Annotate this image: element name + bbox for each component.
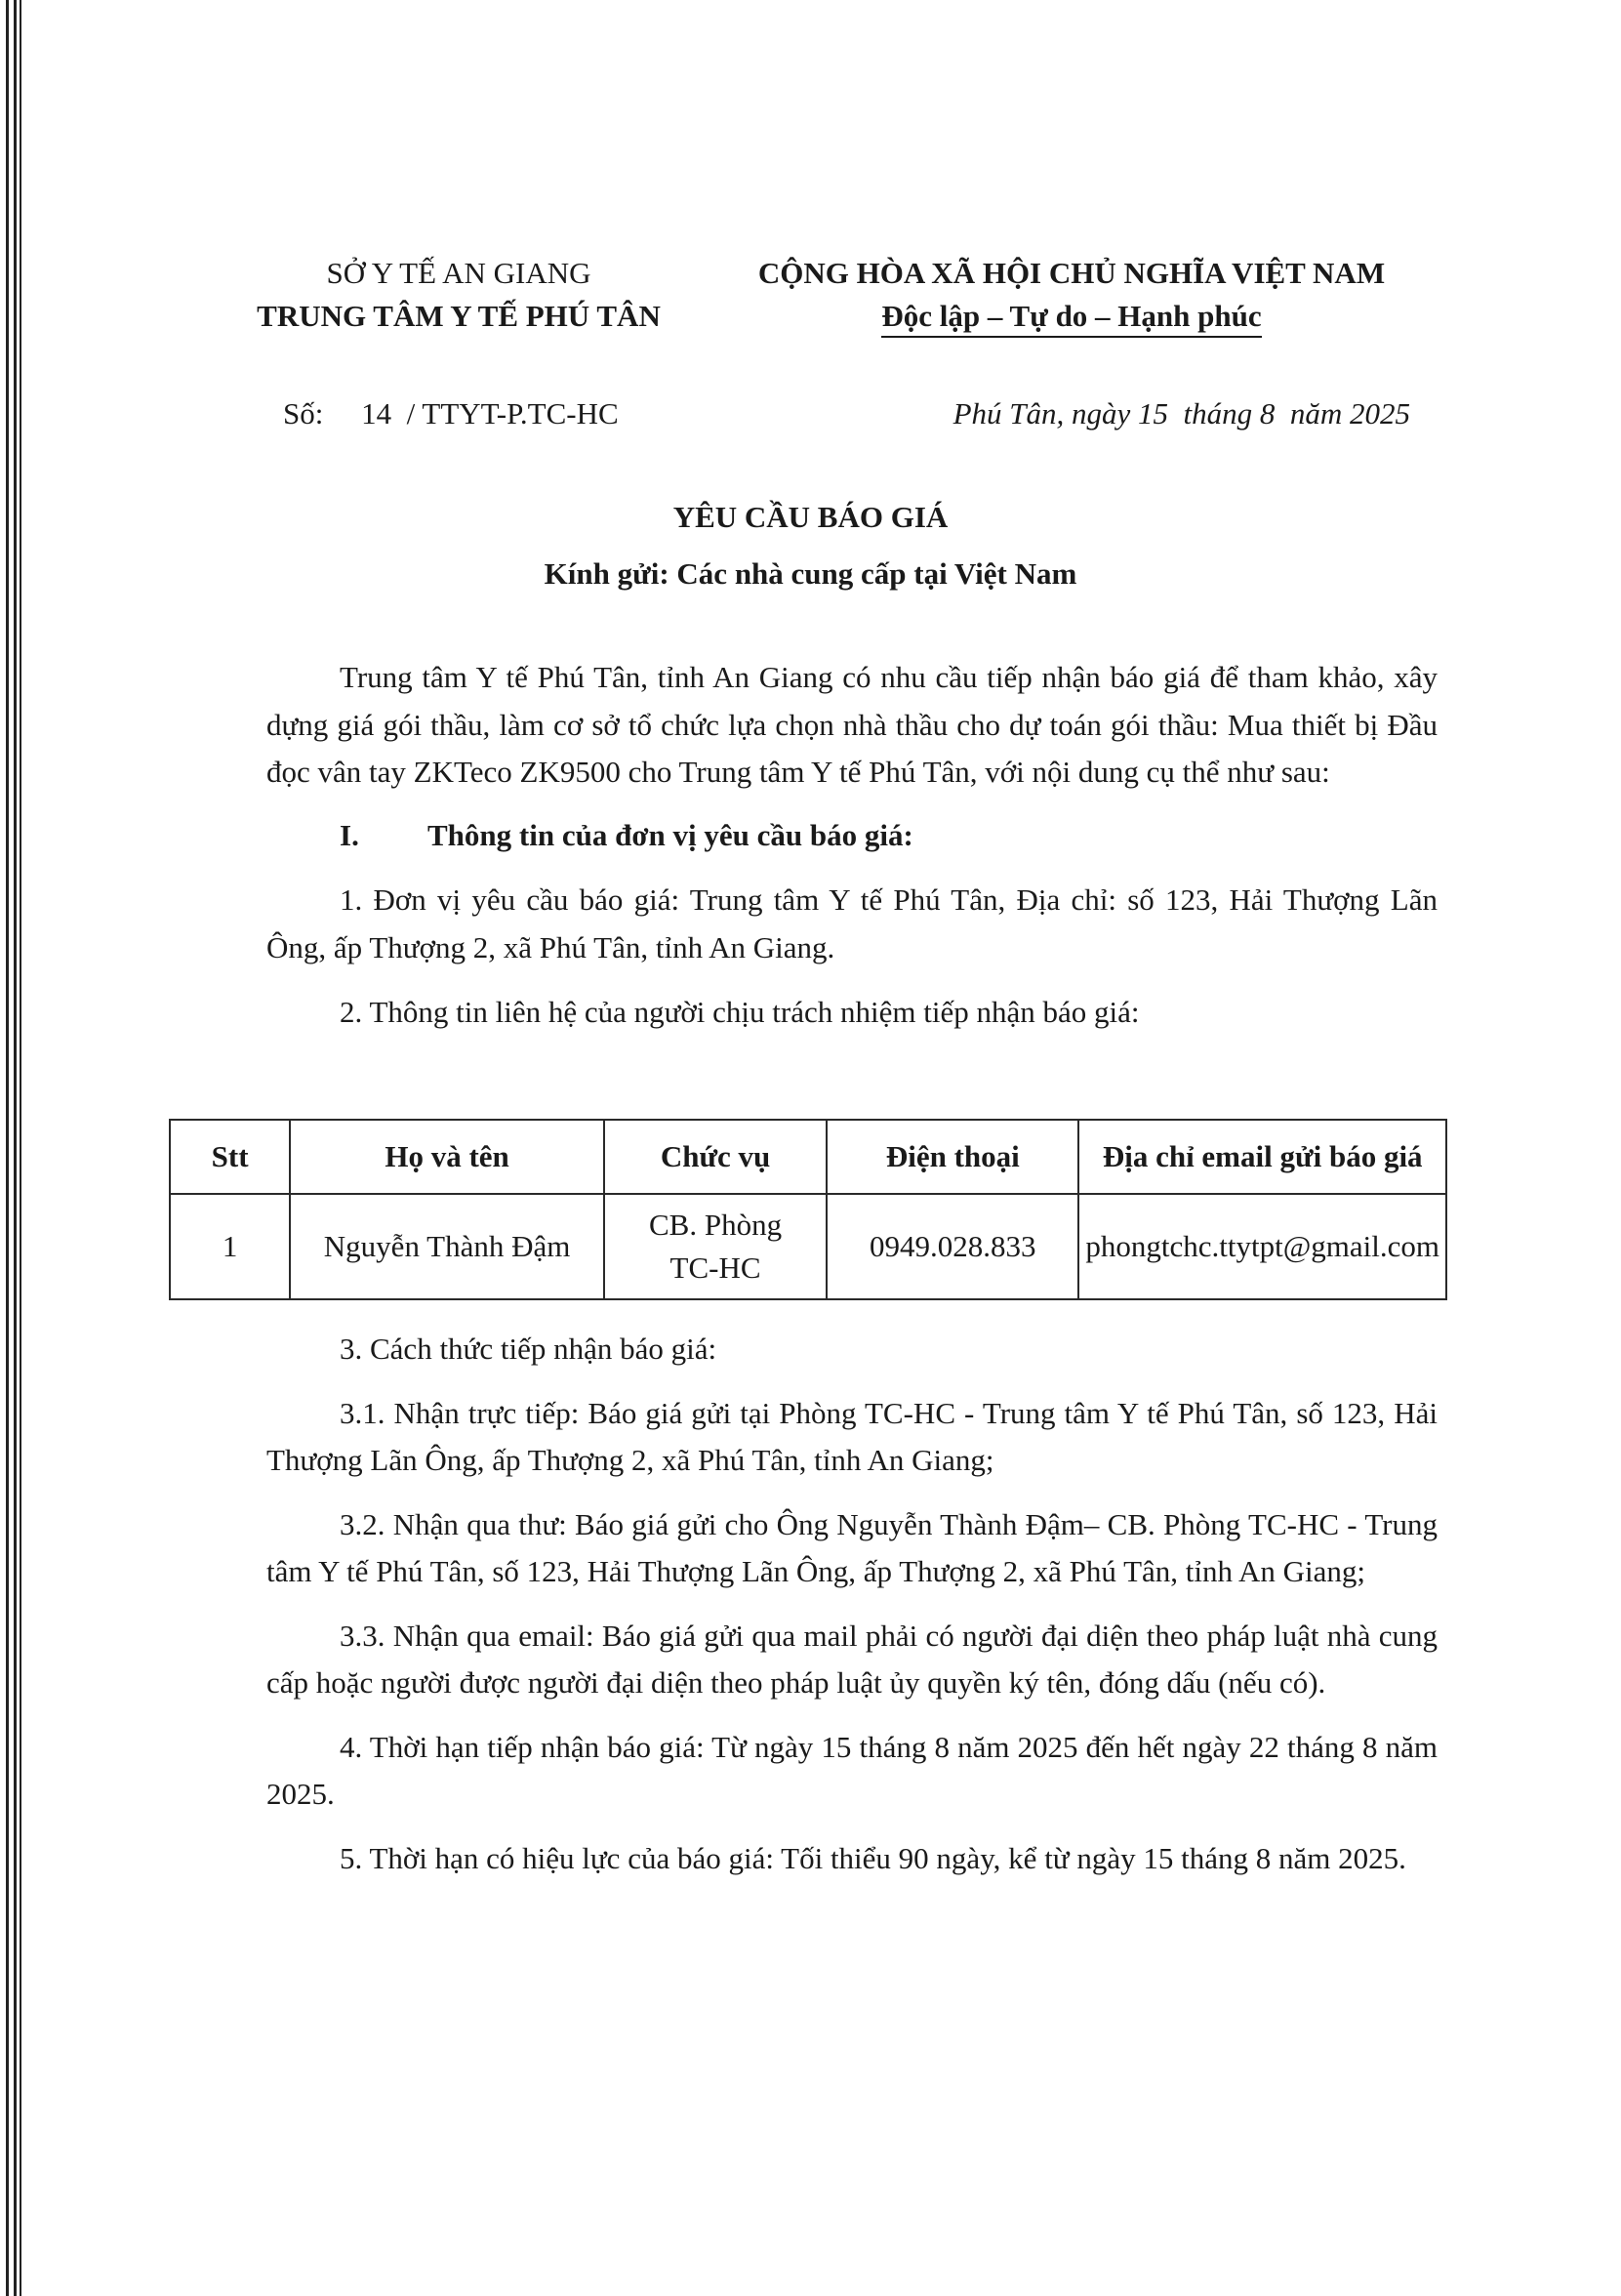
column-header: Chức vụ [604,1120,827,1194]
item-3-paragraph: 3. Cách thức tiếp nhận báo giá: [340,1332,717,1366]
column-header: Điện thoại [827,1120,1078,1194]
section-heading [266,812,1438,860]
item-2-paragraph: 2. Thông tin liên hệ của người chịu trách nhiệm tiếp nhận báo giá: [340,995,1140,1029]
nation-name: CỘNG HÒA XÃ HỘI CHỦ NGHĨA VIỆT NAM [757,256,1386,290]
body-section-1 [266,654,1438,1037]
document-date: Phú Tân, ngày 15 tháng 8 năm 2025 [952,396,1410,430]
center-name: TRUNG TÂM Y TẾ PHÚ TÂN [257,299,661,333]
department-name: SỞ Y TẾ AN GIANG [326,256,591,290]
item-4-paragraph: 4. Thời hạn tiếp nhận báo giá: Từ ngày 15 tháng 8 năm 2025 đến hết ngày 22 tháng 8 năm 2025. [266,1729,1438,1811]
national-motto: Độc lập – Tự do – Hạnh phúc [881,297,1261,338]
table-cell-email: phongtchc.ttytpt@gmail.com [1078,1194,1446,1299]
item-1-paragraph: 1. Đơn vị yêu cầu báo giá: Trung tâm Y tế Phú Tân, Địa chỉ: số 123, Hải Thượng Lãn Ông, ấp Thượng 2, xã Phú Tân, tỉnh An Giang. [266,882,1438,964]
table-row [170,1194,1446,1299]
recipient-line: Kính gửi: Các nhà cung cấp tại Việt Nam [544,556,1077,591]
table-cell-stt: 1 [170,1194,290,1299]
table-cell-name: Nguyễn Thành Đậm [290,1194,604,1299]
column-header: Họ và tên [290,1120,604,1194]
contact-table [169,1119,1447,1300]
national-heading-block [710,252,1433,338]
column-header: Địa chỉ email gửi báo giá [1078,1120,1446,1194]
item-3-3-paragraph: 3.3. Nhận qua email: Báo giá gửi qua mail phải có người đại diện theo pháp luật nhà cung cấp hoặc người được người đại diện theo pháp luật ủy quyền ký tên, đóng dấu (nếu có). [266,1618,1438,1700]
section-number: I. [340,817,359,852]
item-3-2-paragraph: 3.2. Nhận qua thư: Báo giá gửi cho Ông Nguyễn Thành Đậm– CB. Phòng TC-HC - Trung tâm Y tế Phú Tân, số 123, Hải Thượng Lãn Ông, ấp Thượng 2, xã Phú Tân, tỉnh An Giang; [266,1506,1438,1588]
table-header-row [170,1120,1446,1194]
document-title: YÊU CẦU BÁO GIÁ [672,500,949,534]
intro-paragraph: Trung tâm Y tế Phú Tân, tỉnh An Giang có nhu cầu tiếp nhận báo giá để tham khảo, xây dựng giá gói thầu, làm cơ sở tổ chức lựa chọn nhà thầu cho dự toán gói thầu: Mua thiết bị Đầu đọc vân tay ZKTeco ZK9500 cho Trung tâm Y tế Phú Tân, với nội dung cụ thể như sau: [266,660,1438,789]
item-5-paragraph: 5. Thời hạn có hiệu lực của báo giá: Tối thiểu 90 ngày, kể từ ngày 15 tháng 8 năm 2025. [340,1840,1406,1875]
section-title: Thông tin của đơn vị yêu cầu báo giá: [427,817,913,852]
issuing-agency-block [224,252,693,338]
body-section-2 [266,1326,1438,1882]
column-header: Stt [170,1120,290,1194]
table-cell-phone: 0949.028.833 [827,1194,1078,1299]
item-3-1-paragraph: 3.1. Nhận trực tiếp: Báo giá gửi tại Phòng TC-HC - Trung tâm Y tế Phú Tân, số 123, Hải Thượng Lãn Ông, ấp Thượng 2, xã Phú Tân, tỉnh An Giang; [266,1395,1438,1477]
table-cell-position: CB. Phòng TC-HC [604,1194,827,1299]
document-number: Số: 14 / TTYT-P.TC-HC [283,396,619,430]
